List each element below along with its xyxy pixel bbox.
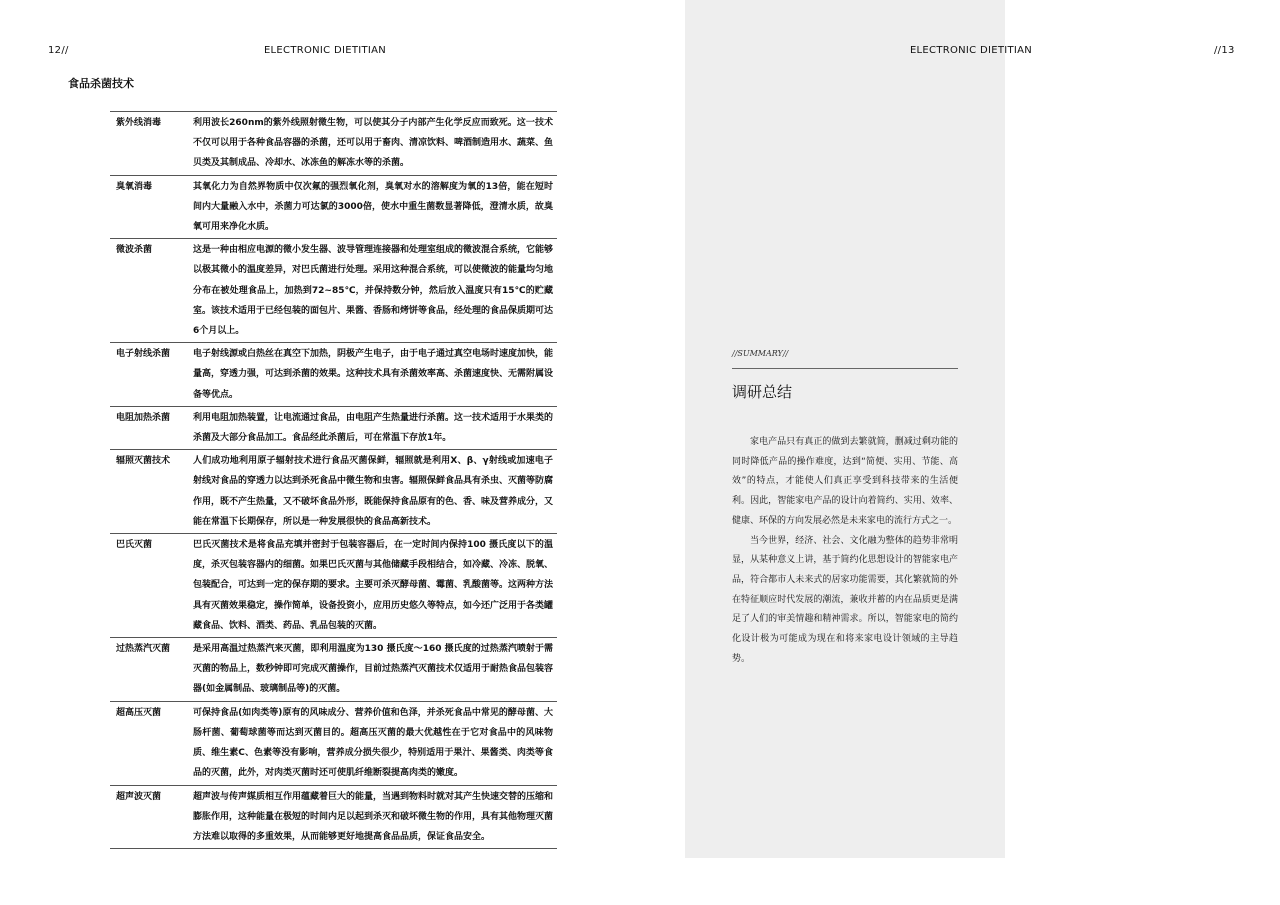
technique-name: 超声波灭菌: [116, 791, 162, 802]
left-running-title: ELECTRONIC DIETITIAN: [263, 45, 387, 56]
sterilization-table: [110, 111, 557, 849]
technique-name: 电阻加热杀菌: [116, 412, 171, 423]
table-row: [110, 239, 557, 343]
technique-name: 臭氧消毒: [116, 181, 153, 192]
technique-name: 过热蒸汽灭菌: [116, 644, 171, 655]
right-page-number: //13: [1214, 45, 1235, 56]
technique-name: 辐照灭菌技术: [116, 456, 171, 467]
technique-description: 巴氏灭菌技术是将食品充填并密封于包装容器后，在一定时间内保持100 摄氏度以下的温度，杀灭包装容器内的细菌。如果巴氏灭菌与其他储藏手段相结合，如冷藏、冷冻、脱氧、包装配合，可达到一定的保存期的要求。主要可杀灭酵母菌、霉菌、乳酸菌等。这两种方法具有灭菌效果稳定，操作简单，设备投资小，应用历史悠久等特点，如今还广泛用于各类罐藏食品、饮料、酒类、药品、乳品包装的灭菌。: [193, 540, 554, 631]
summary-paragraph-1: 家电产品只有真正的做到去繁就简，删减过剩功能的同时降低产品的操作难度，达到“简便、实用、节能、高效”的特点，才能使人们真正享受到科技带来的生活便利。因此，智能家电产品的设计向着简约、实用、效率、健康、环保的方向发展必然是未来家电的流行方式之一。: [732, 437, 958, 526]
table-row: [110, 407, 557, 450]
technique-description: 这是一种由相应电源的微小发生器、波导管理连接器和处理室组成的微波混合系统，它能够以极其微小的温度差异，对巴氏菌进行处理。采用这种混合系统，可以使微波的能量均匀地分布在被处理食品上，加热到72~85℃，并保持数分钟，然后放入温度只有15℃的贮藏室。该技术适用于已经包装的面包片、果酱、香肠和烤饼等食品，经处理的食品保质期可达6个月以上。: [193, 245, 554, 337]
summary-divider: [732, 368, 958, 369]
technique-name: 电子射线杀菌: [116, 349, 171, 360]
right-page-gray-panel: [685, 0, 1005, 858]
table-row: [110, 638, 557, 702]
table-row: [110, 534, 557, 638]
table-row: [110, 702, 557, 786]
technique-name: 超高压灭菌: [116, 707, 162, 718]
summary-paragraph-2: 当今世界，经济、社会、文化融为整体的趋势非常明显，从某种意义上讲，基于简约化思想设计的智能家电产品，符合都市人未来式的居家功能需要，其化繁就简的外在特征顺应时代发展的潮流，兼收并蓄的内在品质更是满足了人们的审美情趣和精神需求。所以，智能家电的简约化设计极为可能成为现在和将来家电设计领域的主导趋势。: [732, 535, 958, 664]
summary-title: 调研总结: [732, 383, 793, 401]
technique-description: 人们成功地利用原子辐射技术进行食品灭菌保鲜，辐照就是利用X、β、γ射线或加速电子射线对食品的穿透力以达到杀死食品中微生物和虫害。辐照保鲜食品具有杀虫、灭菌等防腐作用，既不产生热量，又不破坏食品外形，既能保持食品原有的色、香、味及营养成分，又能在常温下长期保存，所以是一种发展很快的食品高新技术。: [193, 456, 554, 527]
summary-label: //SUMMARY//: [732, 349, 789, 358]
technique-name: 紫外线消毒: [116, 118, 162, 128]
technique-description: 利用电阻加热装置，让电流通过食品，由电阻产生热量进行杀菌。这一技术适用于水果类的杀菌及大部分食品加工。食品经此杀菌后，可在常温下存放1年。: [193, 412, 554, 444]
section-title: 食品杀菌技术: [68, 77, 134, 90]
table-row: [110, 786, 557, 850]
table-row: [110, 112, 557, 176]
table-row: [110, 450, 557, 534]
technique-description: 可保持食品(如肉类等)原有的风味成分、营养价值和色泽，并杀死食品中常见的酵母菌、大肠杆菌、葡萄球菌等而达到灭菌目的。超高压灭菌的最大优越性在于它对食品中的风味物质、维生素C、色素等没有影响，营养成分损失很少，特别适用于果汁、果酱类、肉类等食品的灭菌，此外，对肉类灭菌时还可使肌纤维断裂提高肉类的嫩度。: [193, 707, 553, 779]
table-row: [110, 176, 557, 240]
technique-description: 其氧化力为自然界物质中仅次氟的强烈氧化剂，臭氧对水的溶解度为氧的13倍，能在短时间内大量融入水中，杀菌力可达氯的3000倍，使水中重生菌数显著降低，澄清水质，故臭氧可用来净化水质。: [193, 181, 553, 233]
right-running-title: ELECTRONIC DIETITIAN: [909, 45, 1033, 56]
summary-body: [732, 433, 958, 669]
technique-description: 是采用高温过热蒸汽来灭菌，即利用温度为130 摄氏度～160 摄氏度的过热蒸汽喷射于需灭菌的物品上，数秒钟即可完成灭菌操作，目前过热蒸汽灭菌技术仅适用于耐热食品包装容器(如金属制品、玻璃制品等)的灭菌。: [193, 644, 554, 695]
technique-name: 巴氏灭菌: [116, 540, 153, 551]
left-page-number: 12//: [48, 45, 69, 56]
technique-description: 超声波与传声媒质相互作用蕴藏着巨大的能量，当遇到物料时就对其产生快速交替的压缩和膨胀作用，这种能量在极短的时间内足以起到杀灭和破坏微生物的作用，具有其他物理灭菌方法难以取得的多重效果，从而能够更好地提高食品品质，保证食品安全。: [193, 791, 554, 842]
technique-description: 电子射线源或白热丝在真空下加热，阴极产生电子，由于电子通过真空电场时速度加快，能量高，穿透力强，可达到杀菌的效果。这种技术具有杀菌效率高、杀菌速度快、无需附属设备等优点。: [193, 349, 554, 400]
technique-description: 利用波长260nm的紫外线照射微生物，可以使其分子内部产生化学反应而致死。这一技术不仅可以用于各种食品容器的杀菌，还可以用于畜肉、清凉饮料、啤酒制造用水、蔬菜、鱼贝类及其制成品、冷却水、冰冻鱼的解冻水等的杀菌。: [193, 118, 554, 169]
technique-name: 微波杀菌: [116, 245, 153, 256]
table-row: [110, 343, 557, 407]
